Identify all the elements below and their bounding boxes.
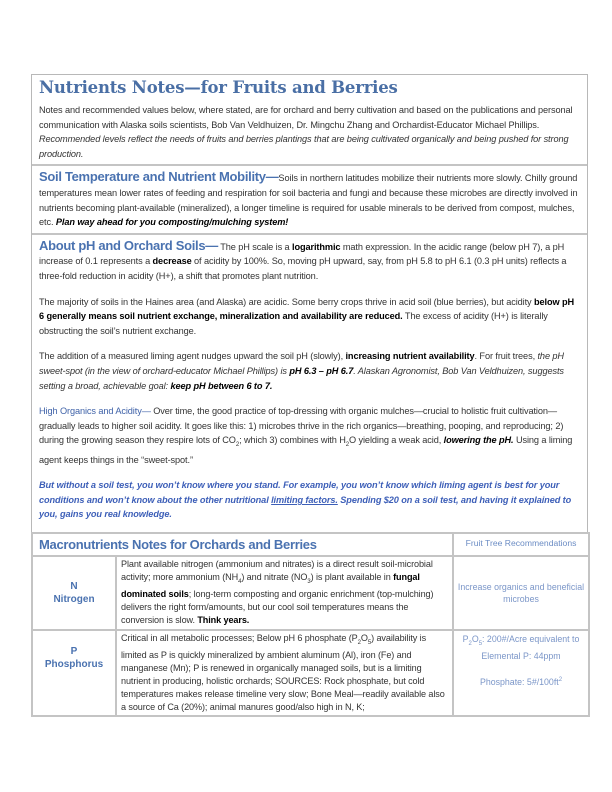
limiting-factors-link[interactable]: limiting factors. [271,494,338,505]
intro-italic: Recommended levels reflect the needs of fruits and berries plantings that are being cultivated organically and being pushed for strong production. [39,134,569,159]
ph-heading: About pH and Orchard Soils— [39,237,218,253]
document-page [31,74,588,717]
soil-temperature-heading: Soil Temperature and Nutrient Mobility— [39,169,279,185]
table-row [32,556,589,630]
table-heading: Macronutrients Notes for Orchards and Berries [32,533,453,556]
table-row [32,630,589,717]
recommendations-header: Fruit Tree Recommendations [453,533,589,556]
nutrient-label: P Phosphorus [32,630,116,717]
soil-temperature-emphasis: Plan way ahead for you composting/mulching system! [55,217,289,228]
soil-temperature-section: Soil Temperature and Nutrient Mobility—Soils in northern latitudes mobilize their nutrients more slowly. Chilly ground temperatures mean lower rates of feeding and respiration for soil bacteria and fungi and because these microbes are directly involved in nutrients becoming plant-available (mineralized), a longer timeline is required for usable minerals to be derived from compost, mulches, etc. Plan way ahead for you composting/mulching system! [32,166,587,234]
organics-paragraph: High Organics and Acidity— Over time, the good practice of top-dressing with organic mulches—crucial to holistic fruit cultivation—gradually leads to higher soil acidity. It goes like this: 1) microbes thrive in the rich organics—breathing, pooping, and reproducing; 2) during the growing season they respire lots of $CO_2$; which 3) combines with $H_2O$ yielding a weak acid, lowering the pH. Using a liming agent keeps things in the “sweet-spot.” [39,406,573,465]
ph-section [32,235,587,532]
document-title: Nutrients Notes—for Fruits and Berries [39,78,398,97]
ph-paragraph-2: The majority of soils in the Haines area (and Alaska) are acidic. Some berry crops thrive in acid soil (blue berries), but acidity below pH 6 generally means soil nutrient exchange, mineralization and availability are reduced. The excess of acidity (H+) is literally obstructing the soil’s nutrient exchange. [39,296,575,336]
ph-paragraph-1: About pH and Orchard Soils— The pH scale is a logarithmic math expression. In the acidic range (below pH 7), a pH increase of 0.1 represents a decrease of acidity by 100%. So, moving pH upward, say, from pH 5.8 to pH 6.1 (0.3 pH units) reflects a three-fold reduction in acidity (H+), a shift that promotes plant nutrition. [39,237,567,281]
intro-section [32,75,587,166]
organics-heading: High Organics and Acidity— [39,406,151,417]
nutrient-recommendation: $P_2O_5$: 200#/Acre equivalent to Elemental P: 44ppm Phosphate: $5\#/100ft^2$ [453,630,589,717]
macronutrients-table [31,532,590,717]
notes-box [31,74,588,532]
nutrient-label: N Nitrogen [32,556,116,630]
soil-test-callout: But without a soil test, you won’t know where you stand. For example, you won’t know which liming agent is best for your conditions and won’t know about the other nutritional limiting factors. Spending $20 on a soil test, and having it explained to you, gains you real knowledge. [39,480,572,520]
table-header-row [32,533,589,556]
nutrient-notes: Plant available nitrogen (ammonium and nitrates) is a direct result soil-microbial activity; more ammonium $(NH_4)$ and nitrate $(NO_3)$ is plant available in fungal dominated soils; long-term composting and organic enrichment (top-mulching) delivers the right form/amounts, but our cool soil temperatures means the conversion is slow. Think years. [116,556,453,630]
intro-paragraph: Notes and recommended values below, where stated, are for orchard and berry cultivation and based on the publications and personal communication with Alaska soils scientists, Bob Van Veldhuizen, Dr. Mingchu Zhang and Orchardist-Educator Michael Phillips. Recommended levels reflect the needs of fruits and berries plantings that are being cultivated organically and being pushed for strong production. [39,105,573,159]
ph-paragraph-3: The addition of a measured liming agent nudges upward the soil pH (slowly), increasing nutrient availability. For fruit trees, the pH sweet-spot (in the view of orchard-educator Michael Phillips) is pH 6.3 – pH 6.7. Alaskan Agronomist, Bob Van Veldhuizen, suggests setting a broad, achievable goal: keep pH between 6 to 7. [39,351,564,391]
nutrient-recommendation: Increase organics and beneficial microbes [453,556,589,630]
nutrient-notes: Critical in all metabolic processes; Below pH 6 phosphate $(P_2O_5)$ availability is limited as P is quickly mineralized by ambient aluminum (Al), iron (Fe) and manganese (Mn); P is renewed in organically managed soils, but is a limiting nutrient in producing, holistic orchards; SOURCES: Rock phosphate, but cold temperatures makes release timeline very slow; Bone Meal—readily available also a source of Ca (20%); animal manures good/also high in N, K; [116,630,453,717]
